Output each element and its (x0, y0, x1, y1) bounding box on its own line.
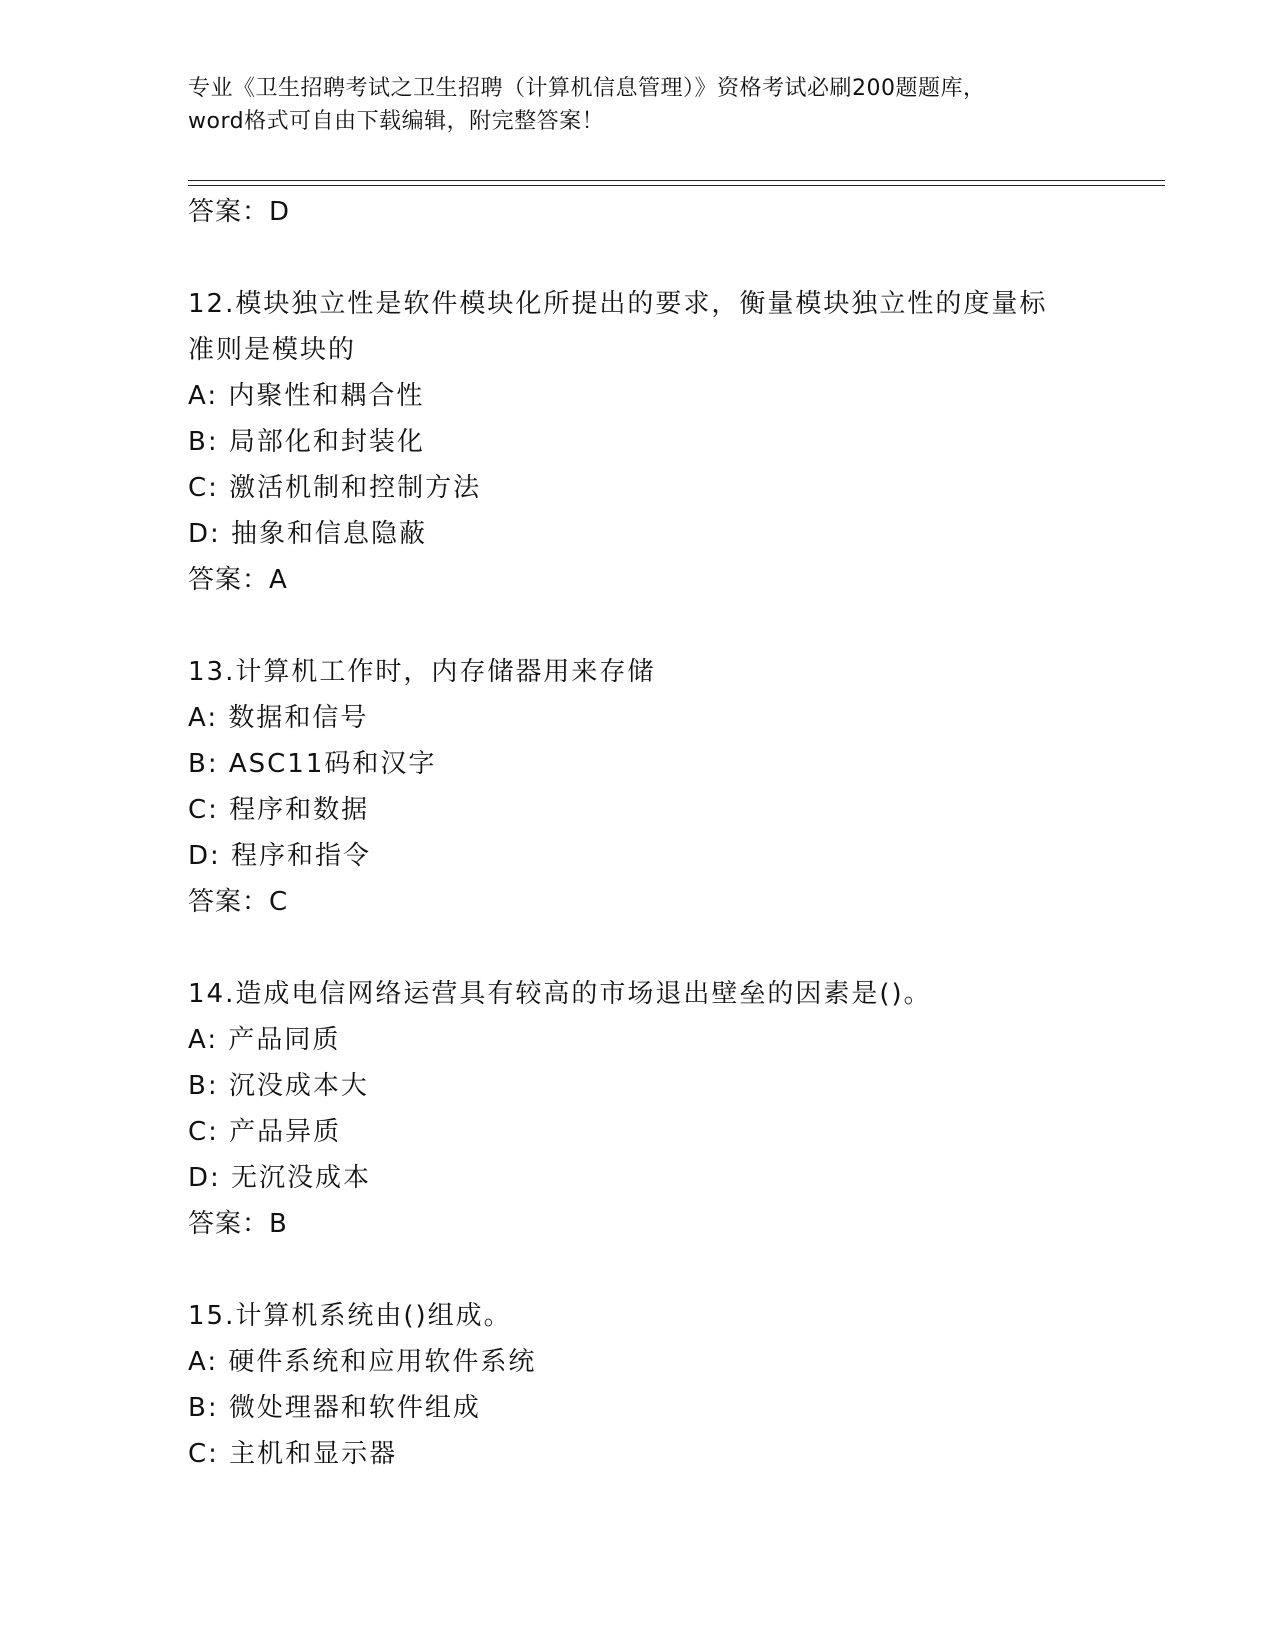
option-a: A: 硬件系统和应用软件系统 (188, 1347, 537, 1377)
spacer (188, 925, 1088, 971)
answer-line: 答案：C (188, 887, 289, 917)
question-13 (188, 649, 1088, 925)
spacer (188, 1247, 1088, 1293)
answer-line: 答案：B (188, 1209, 288, 1239)
spacer (188, 603, 1088, 649)
option-b: B: 微处理器和软件组成 (188, 1393, 481, 1423)
question-15 (188, 1293, 1088, 1477)
answer-line: 答案：D (188, 197, 291, 227)
option-a: A: 内聚性和耦合性 (188, 381, 425, 411)
spacer (188, 235, 1088, 281)
page-header (188, 72, 1088, 138)
question-stem: 15.计算机系统由()组成。 (188, 1301, 512, 1331)
option-b: B: 沉没成本大 (188, 1071, 369, 1101)
question-stem: 13.计算机工作时，内存储器用来存储 (188, 657, 656, 687)
option-b: B: ASC11码和汉字 (188, 749, 437, 779)
header-line-1: 专业《卫生招聘考试之卫生招聘（计算机信息管理）》资格考试必刷200题题库， (188, 76, 986, 101)
question-stem-continued: 准则是模块的 (188, 335, 357, 365)
option-c: C: 产品异质 (188, 1117, 342, 1147)
answer-line: 答案：A (188, 565, 288, 595)
option-a: A: 数据和信号 (188, 703, 369, 733)
question-stem: 12.模块独立性是软件模块化所提出的要求，衡量模块独立性的度量标 (188, 289, 1048, 319)
question-12 (188, 281, 1088, 603)
header-line-2: word格式可自由下载编辑，附完整答案！ (188, 109, 605, 134)
option-d: D: 程序和指令 (188, 841, 372, 871)
option-c: C: 程序和数据 (188, 795, 370, 825)
question-14 (188, 971, 1088, 1247)
header-divider (188, 180, 1165, 186)
option-c: C: 主机和显示器 (188, 1439, 398, 1469)
option-d: D: 抽象和信息隐蔽 (188, 519, 428, 549)
option-d: D: 无沉没成本 (188, 1163, 372, 1193)
question-list (188, 189, 1088, 1477)
option-a: A: 产品同质 (188, 1025, 341, 1055)
option-b: B: 局部化和封装化 (188, 427, 425, 457)
question-stem: 14.造成电信网络运营具有较高的市场退出壁垒的因素是()。 (188, 979, 932, 1009)
option-c: C: 激活机制和控制方法 (188, 473, 482, 503)
